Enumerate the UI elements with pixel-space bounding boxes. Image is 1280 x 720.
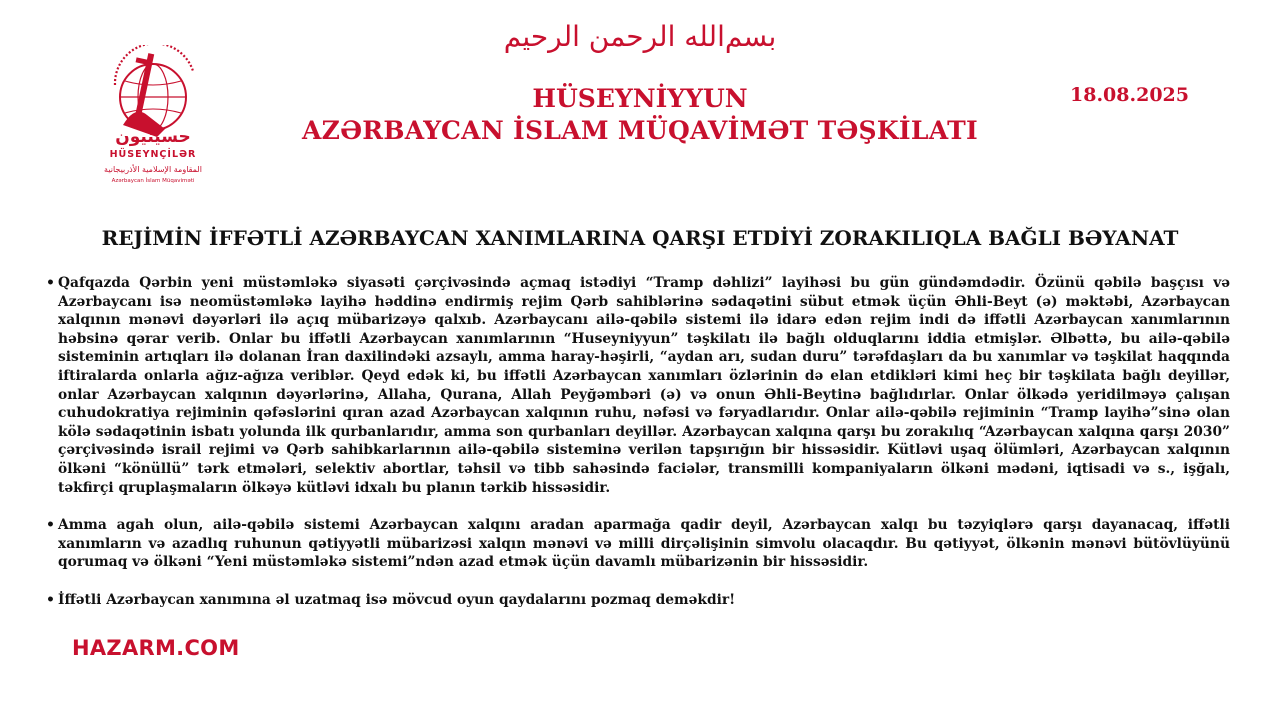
organization-name-line2: AZƏRBAYCAN İSLAM MÜQAVİMƏT TƏŞKİLATI	[301, 116, 979, 145]
statement-date: 18.08.2025	[1070, 84, 1189, 106]
statement-paragraph-2	[48, 516, 1230, 572]
website-link[interactable]: HAZARM.COM	[72, 636, 240, 660]
basmala: بسم‌الله الرحمن الرحيم	[503, 20, 777, 53]
logo-arabic-name: حسينيون	[115, 127, 191, 147]
bullet-point: •	[46, 275, 55, 291]
statement-paragraph-1	[48, 274, 1230, 497]
organization-name-line1: HÜSEYNİYYUN	[532, 84, 748, 113]
statement-heading: REJİMİN İFFƏTLİ AZƏRBAYCAN XANIMLARINA QARŞI ETDİYİ ZORAKILIQLA BAĞLI BƏYANAT	[101, 226, 1179, 250]
statement-body	[48, 274, 1230, 629]
logo-arabic-subtitle: المقاومة الإسلامية الأذربيجانية	[104, 165, 202, 174]
logo-latin-subtitle: Azərbaycan İslam Müqaviməti	[111, 178, 195, 184]
logo-latin-name: HÜSEYNÇİLƏR	[109, 149, 197, 160]
bullet-point: •	[46, 591, 55, 608]
paragraph-text: İffətli Azərbaycan xanımına əl uzatmaq isə mövcud oyun qaydalarını pozmaq deməkdir!	[58, 591, 736, 608]
paragraph-text: Amma agah olun, ailə-qəbilə sistemi Azərbaycan xalqını aradan aparmağa qadir deyil, Azərbaycan xalqı bu təzyiqlərə qarşı dayanacaq, iffətli xanımların və azadlıq ruhunun qətiyyətli mübarizəsi xalqın mənəvi və milli dirçəlişinin simvolu olacaqdır. Bu qətiyyət, ölkənin mənəvi bütövlüyünü qorumaq və ölkəni “Yeni müstəmləkə sistemi”ndən azad etmək üçün davamlı mübarizənin bir hissəsidir.	[58, 517, 1230, 571]
paragraph-text: Qafqazda Qərbin yeni müstəmləkə siyasəti çərçivəsində açmaq istədiyi “Tramp dəhlizi” layihəsi bu gün gündəmdədir. Özünü qəbilə başçısı və Azərbaycanı isə neomüstəmləkə layihə həddinə endirmiş rejim Qərb sahiblərinə sədaqətini sübut etmək üçün Əhli-Beyt (ə) məktəbi, Azərbaycan xalqının mənəvi dəyərləri ilə açıq mübarizəyə qalxıb. Azərbaycanı ailə-qəbilə sistemi ilə idarə edən rejim indi də iffətli Azərbaycan xanımlarının həbsinə qərar verib. Onlar bu iffətli Azərbaycan xanımlarının “Huseyniyyun” təşkilatı ilə bağlı olduqlarını iddia etmişlər. Əlbəttə, bu ailə-qəbilə sisteminin artıqları ilə dolanan İran daxilindəki azsaylı, amma haray-həşirli, “aydan arı, sudan duru” tərəfdaşları da bu xanımlar və təşkilat haqqında iftiralarda onlarla ağız-ağıza veriblər. Qeyd edək ki, bu iffətli Azərbaycan xanımları özlərinin də elan etdikləri kimi heç bir təşkilata bağlı deyillər, onlar Azərbaycan xalqının dəyərlərinə, Allaha, Qurana, Allah Peyğəmbəri (ə) və onun Əhli-Beytinə bağlıdırlar. Onlar ölkədə yeridilməyə çalışan cuhudokratiya rejiminin qəfəslərini qıran azad Azərbaycan xalqının ruhu, nəfəsi və fəryadlarıdır. Onlar ailə-qəbilə rejiminin “Tramp layihə”sinə olan kölə sədaqətinin isbatı yolunda ilk qurbanlarıdır, amma son qurbanları deyillər. Azərbaycan xalqına qarşı bu zorakılıq “Azərbaycan xalqına qarşı 2030” çərçivəsində israil rejimi və Qərb sahibkarlarının ailə-qəbilə sisteminə verilən tapşırığın bir hissəsidir. Kütləvi uşaq ölümləri, Azərbaycan xalqının ölkəni “könüllü” tərk etmələri, selektiv abortlar, təhsil və tibb sahəsində faciələr, transmilli kompaniyaların ölkəni mədəni, iqtisadi və s., işğalı, təkfirçi qruplaşmaların ölkəyə kütləvi idxalı bu planın tərkib hissəsidir.	[58, 275, 1230, 496]
statement-paragraph-3	[48, 591, 1230, 610]
bullet-point: •	[46, 517, 55, 534]
